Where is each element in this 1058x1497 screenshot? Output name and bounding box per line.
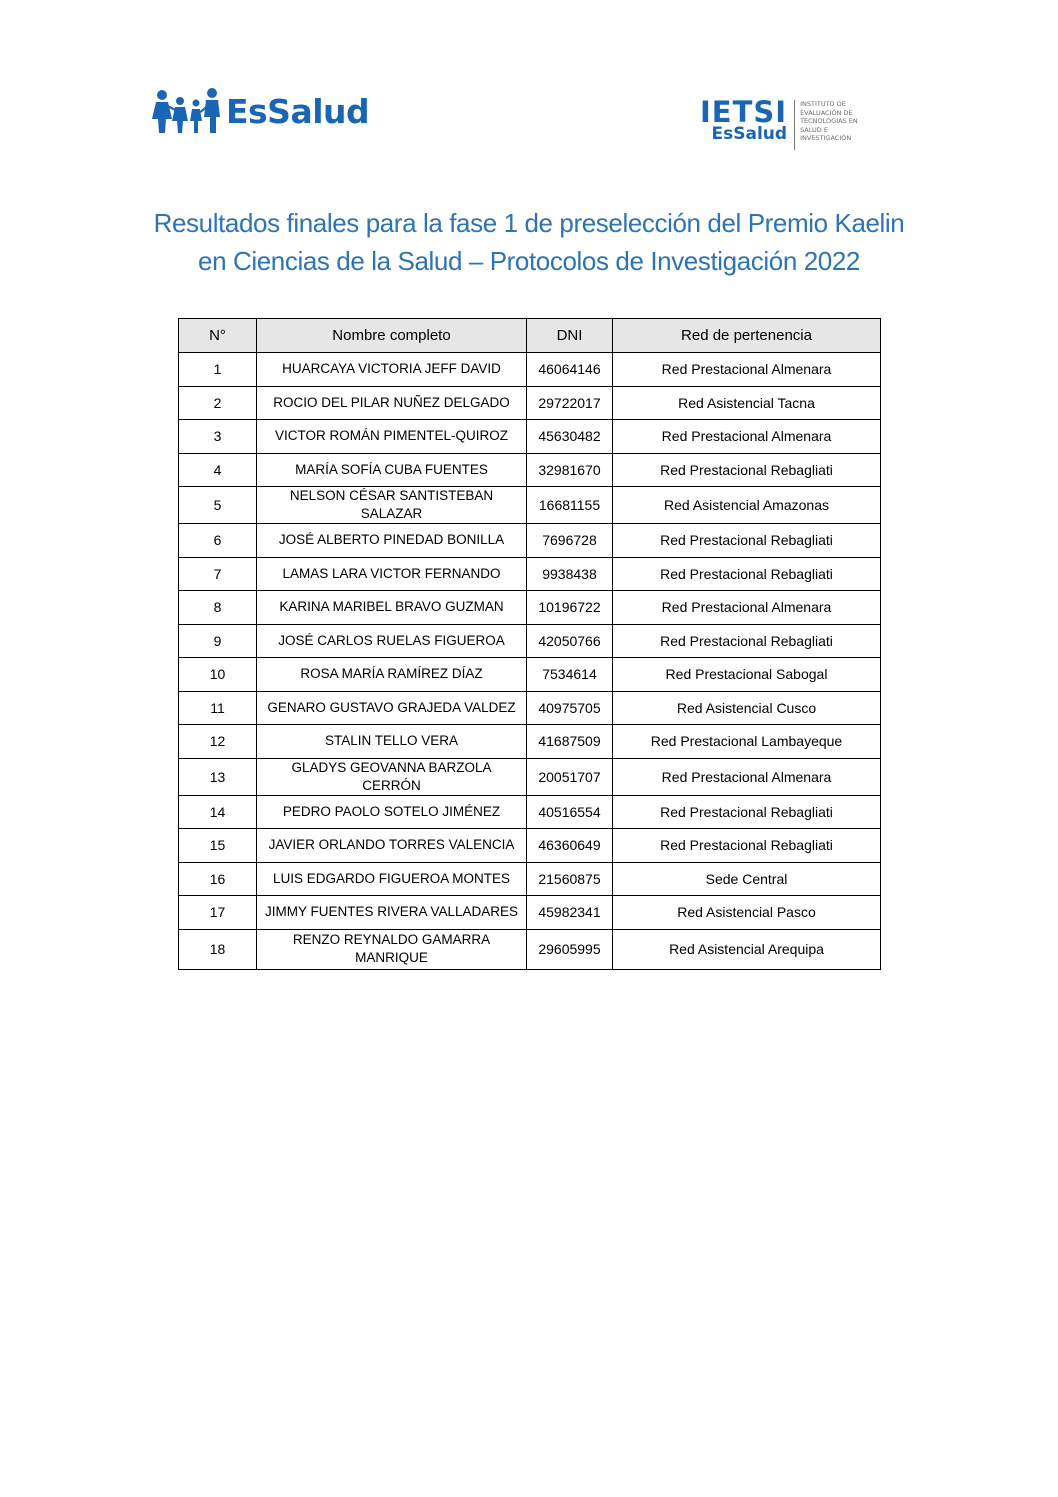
results-table (178, 318, 881, 970)
cell-name: NELSON CÉSAR SANTISTEBAN SALAZAR (257, 487, 527, 524)
table-row (179, 624, 881, 658)
table-row (179, 758, 881, 795)
page-title-line-1: Resultados finales para la fase 1 de preselección del Premio Kaelin (153, 208, 905, 238)
header-num: N° (179, 319, 257, 353)
table-row (179, 591, 881, 625)
cell-num: 13 (179, 758, 257, 795)
cell-name: ROCIO DEL PILAR NUÑEZ DELGADO (257, 386, 527, 420)
cell-dni: 46360649 (527, 829, 613, 863)
cell-name: ROSA MARÍA RAMÍREZ DÍAZ (257, 658, 527, 692)
cell-red: Red Prestacional Almenara (613, 353, 881, 387)
cell-dni: 40975705 (527, 691, 613, 725)
table-row (179, 691, 881, 725)
cell-red: Red Prestacional Rebagliati (613, 524, 881, 558)
cell-name: JIMMY FUENTES RIVERA VALLADARES (257, 896, 527, 930)
cell-dni: 29605995 (527, 929, 613, 969)
table-row (179, 453, 881, 487)
cell-num: 12 (179, 725, 257, 759)
table-row (179, 487, 881, 524)
cell-name: LUIS EDGARDO FIGUEROA MONTES (257, 862, 527, 896)
cell-dni: 16681155 (527, 487, 613, 524)
cell-num: 9 (179, 624, 257, 658)
cell-num: 17 (179, 896, 257, 930)
cell-name: HUARCAYA VICTORIA JEFF DAVID (257, 353, 527, 387)
page-title (100, 204, 958, 280)
cell-num: 15 (179, 829, 257, 863)
header-red: Red de pertenencia (613, 319, 881, 353)
cell-red: Red Prestacional Almenara (613, 420, 881, 454)
cell-red: Red Asistencial Tacna (613, 386, 881, 420)
cell-red: Red Prestacional Rebagliati (613, 557, 881, 591)
cell-dni: 42050766 (527, 624, 613, 658)
cell-dni: 7534614 (527, 658, 613, 692)
cell-name: JAVIER ORLANDO TORRES VALENCIA (257, 829, 527, 863)
cell-name: RENZO REYNALDO GAMARRA MANRIQUE (257, 929, 527, 969)
cell-red: Red Prestacional Rebagliati (613, 624, 881, 658)
cell-dni: 10196722 (527, 591, 613, 625)
cell-red: Red Asistencial Cusco (613, 691, 881, 725)
cell-red: Red Prestacional Rebagliati (613, 829, 881, 863)
cell-num: 11 (179, 691, 257, 725)
cell-name: MARÍA SOFÍA CUBA FUENTES (257, 453, 527, 487)
cell-num: 4 (179, 453, 257, 487)
cell-dni: 21560875 (527, 862, 613, 896)
cell-num: 5 (179, 487, 257, 524)
table-body (179, 353, 881, 970)
essalud-logo (152, 86, 372, 136)
ietsi-logo-divider (794, 100, 795, 150)
table-row (179, 929, 881, 969)
header-dni: DNI (527, 319, 613, 353)
cell-num: 10 (179, 658, 257, 692)
family-icon (152, 87, 224, 135)
ietsi-logo (700, 95, 890, 154)
cell-dni: 45630482 (527, 420, 613, 454)
cell-name: GENARO GUSTAVO GRAJEDA VALDEZ (257, 691, 527, 725)
cell-num: 7 (179, 557, 257, 591)
cell-dni: 9938438 (527, 557, 613, 591)
ietsi-logo-description: INSTITUTO DE EVALUACIÓN DE TECNOLOGÍAS EN SALUD E INVESTIGACIÓN (800, 100, 858, 142)
cell-dni: 40516554 (527, 795, 613, 829)
cell-dni: 32981670 (527, 453, 613, 487)
cell-red: Red Prestacional Lambayeque (613, 725, 881, 759)
header-name: Nombre completo (257, 319, 527, 353)
page-title-line-2: en Ciencias de la Salud – Protocolos de Investigación 2022 (198, 246, 860, 276)
cell-name: VICTOR ROMÁN PIMENTEL-QUIROZ (257, 420, 527, 454)
cell-name: LAMAS LARA VICTOR FERNANDO (257, 557, 527, 591)
cell-red: Red Prestacional Rebagliati (613, 795, 881, 829)
cell-name: KARINA MARIBEL BRAVO GUZMAN (257, 591, 527, 625)
cell-red: Red Prestacional Almenara (613, 758, 881, 795)
cell-name: STALIN TELLO VERA (257, 725, 527, 759)
table-row (179, 420, 881, 454)
table-row (179, 658, 881, 692)
cell-name: PEDRO PAOLO SOTELO JIMÉNEZ (257, 795, 527, 829)
cell-dni: 45982341 (527, 896, 613, 930)
cell-red: Red Asistencial Pasco (613, 896, 881, 930)
cell-dni: 41687509 (527, 725, 613, 759)
cell-dni: 29722017 (527, 386, 613, 420)
cell-red: Red Prestacional Rebagliati (613, 453, 881, 487)
cell-num: 1 (179, 353, 257, 387)
table-row (179, 557, 881, 591)
cell-name: JOSÉ CARLOS RUELAS FIGUEROA (257, 624, 527, 658)
cell-num: 6 (179, 524, 257, 558)
cell-red: Red Prestacional Sabogal (613, 658, 881, 692)
ietsi-logo-text: IETSI (700, 95, 788, 129)
table-row (179, 795, 881, 829)
cell-num: 2 (179, 386, 257, 420)
cell-num: 14 (179, 795, 257, 829)
table-row (179, 896, 881, 930)
table-row (179, 524, 881, 558)
table-header-row (179, 319, 881, 353)
cell-dni: 46064146 (527, 353, 613, 387)
cell-num: 8 (179, 591, 257, 625)
cell-red: Red Asistencial Amazonas (613, 487, 881, 524)
table-row (179, 725, 881, 759)
essalud-logo-text: EsSalud (226, 91, 370, 131)
ietsi-logo-subtext: EsSalud (711, 124, 788, 144)
cell-num: 18 (179, 929, 257, 969)
table-row (179, 386, 881, 420)
cell-num: 16 (179, 862, 257, 896)
cell-red: Red Asistencial Arequipa (613, 929, 881, 969)
cell-dni: 7696728 (527, 524, 613, 558)
table-row (179, 829, 881, 863)
table-row (179, 353, 881, 387)
cell-name: GLADYS GEOVANNA BARZOLA CERRÓN (257, 758, 527, 795)
cell-name: JOSÉ ALBERTO PINEDAD BONILLA (257, 524, 527, 558)
cell-dni: 20051707 (527, 758, 613, 795)
cell-red: Sede Central (613, 862, 881, 896)
cell-red: Red Prestacional Almenara (613, 591, 881, 625)
cell-num: 3 (179, 420, 257, 454)
table-row (179, 862, 881, 896)
